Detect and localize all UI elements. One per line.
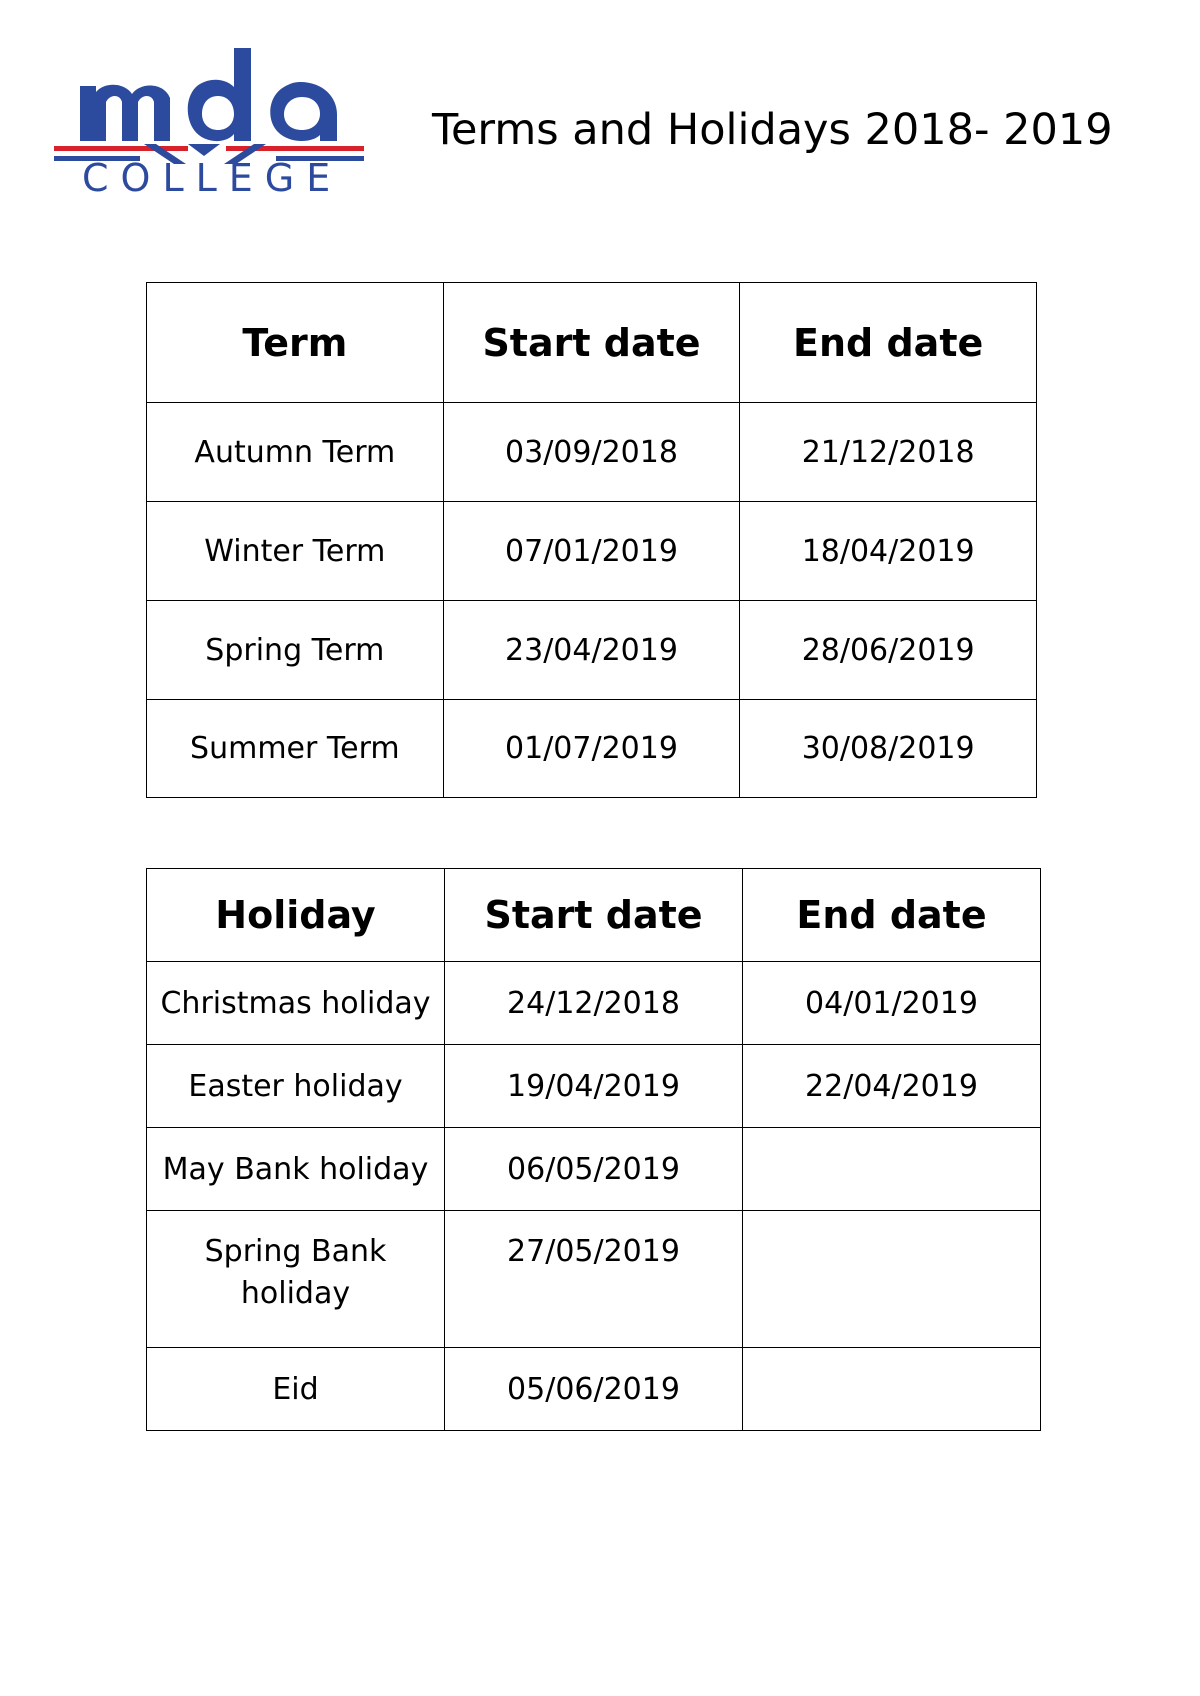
holidays-header-holiday: Holiday: [147, 869, 445, 962]
holidays-header-end: End date: [743, 869, 1041, 962]
holiday-start: 27/05/2019: [445, 1211, 743, 1348]
terms-header-start: Start date: [443, 283, 740, 403]
terms-header-term: Term: [147, 283, 444, 403]
table-row: [147, 1348, 1041, 1431]
term-start: 23/04/2019: [443, 601, 740, 700]
holiday-name: Easter holiday: [147, 1045, 445, 1128]
term-name: Spring Term: [147, 601, 444, 700]
holiday-end: [743, 1211, 1041, 1348]
holiday-name: Christmas holiday: [147, 962, 445, 1045]
holiday-end: [743, 1128, 1041, 1211]
holiday-name: Spring Bank holiday: [147, 1211, 445, 1348]
term-end: 28/06/2019: [740, 601, 1037, 700]
table-row: [147, 601, 1037, 700]
holidays-table: [146, 868, 1041, 1431]
holidays-header-start: Start date: [445, 869, 743, 962]
holiday-start: 06/05/2019: [445, 1128, 743, 1211]
holiday-name: May Bank holiday: [147, 1128, 445, 1211]
table-row: [147, 700, 1037, 798]
terms-table: [146, 282, 1037, 798]
term-name: Autumn Term: [147, 403, 444, 502]
table-row: [147, 962, 1041, 1045]
table-row: [147, 1211, 1041, 1348]
holiday-start: 24/12/2018: [445, 962, 743, 1045]
table-row: [147, 403, 1037, 502]
term-start: 03/09/2018: [443, 403, 740, 502]
mda-college-logo: [54, 46, 364, 206]
terms-header-row: [147, 283, 1037, 403]
holiday-start: 05/06/2019: [445, 1348, 743, 1431]
term-name: Winter Term: [147, 502, 444, 601]
holiday-end: 04/01/2019: [743, 962, 1041, 1045]
holiday-end: [743, 1348, 1041, 1431]
holiday-start: 19/04/2019: [445, 1045, 743, 1128]
table-row: [147, 1045, 1041, 1128]
holidays-header-row: [147, 869, 1041, 962]
term-start: 07/01/2019: [443, 502, 740, 601]
terms-header-end: End date: [740, 283, 1037, 403]
holiday-end: 22/04/2019: [743, 1045, 1041, 1128]
term-start: 01/07/2019: [443, 700, 740, 798]
term-name: Summer Term: [147, 700, 444, 798]
logo-college-text: COLLEGE: [82, 156, 343, 200]
term-end: 18/04/2019: [740, 502, 1037, 601]
document-title: Terms and Holidays 2018- 2019: [432, 105, 1113, 155]
term-end: 30/08/2019: [740, 700, 1037, 798]
table-row: [147, 502, 1037, 601]
holiday-name: Eid: [147, 1348, 445, 1431]
term-end: 21/12/2018: [740, 403, 1037, 502]
table-row: [147, 1128, 1041, 1211]
